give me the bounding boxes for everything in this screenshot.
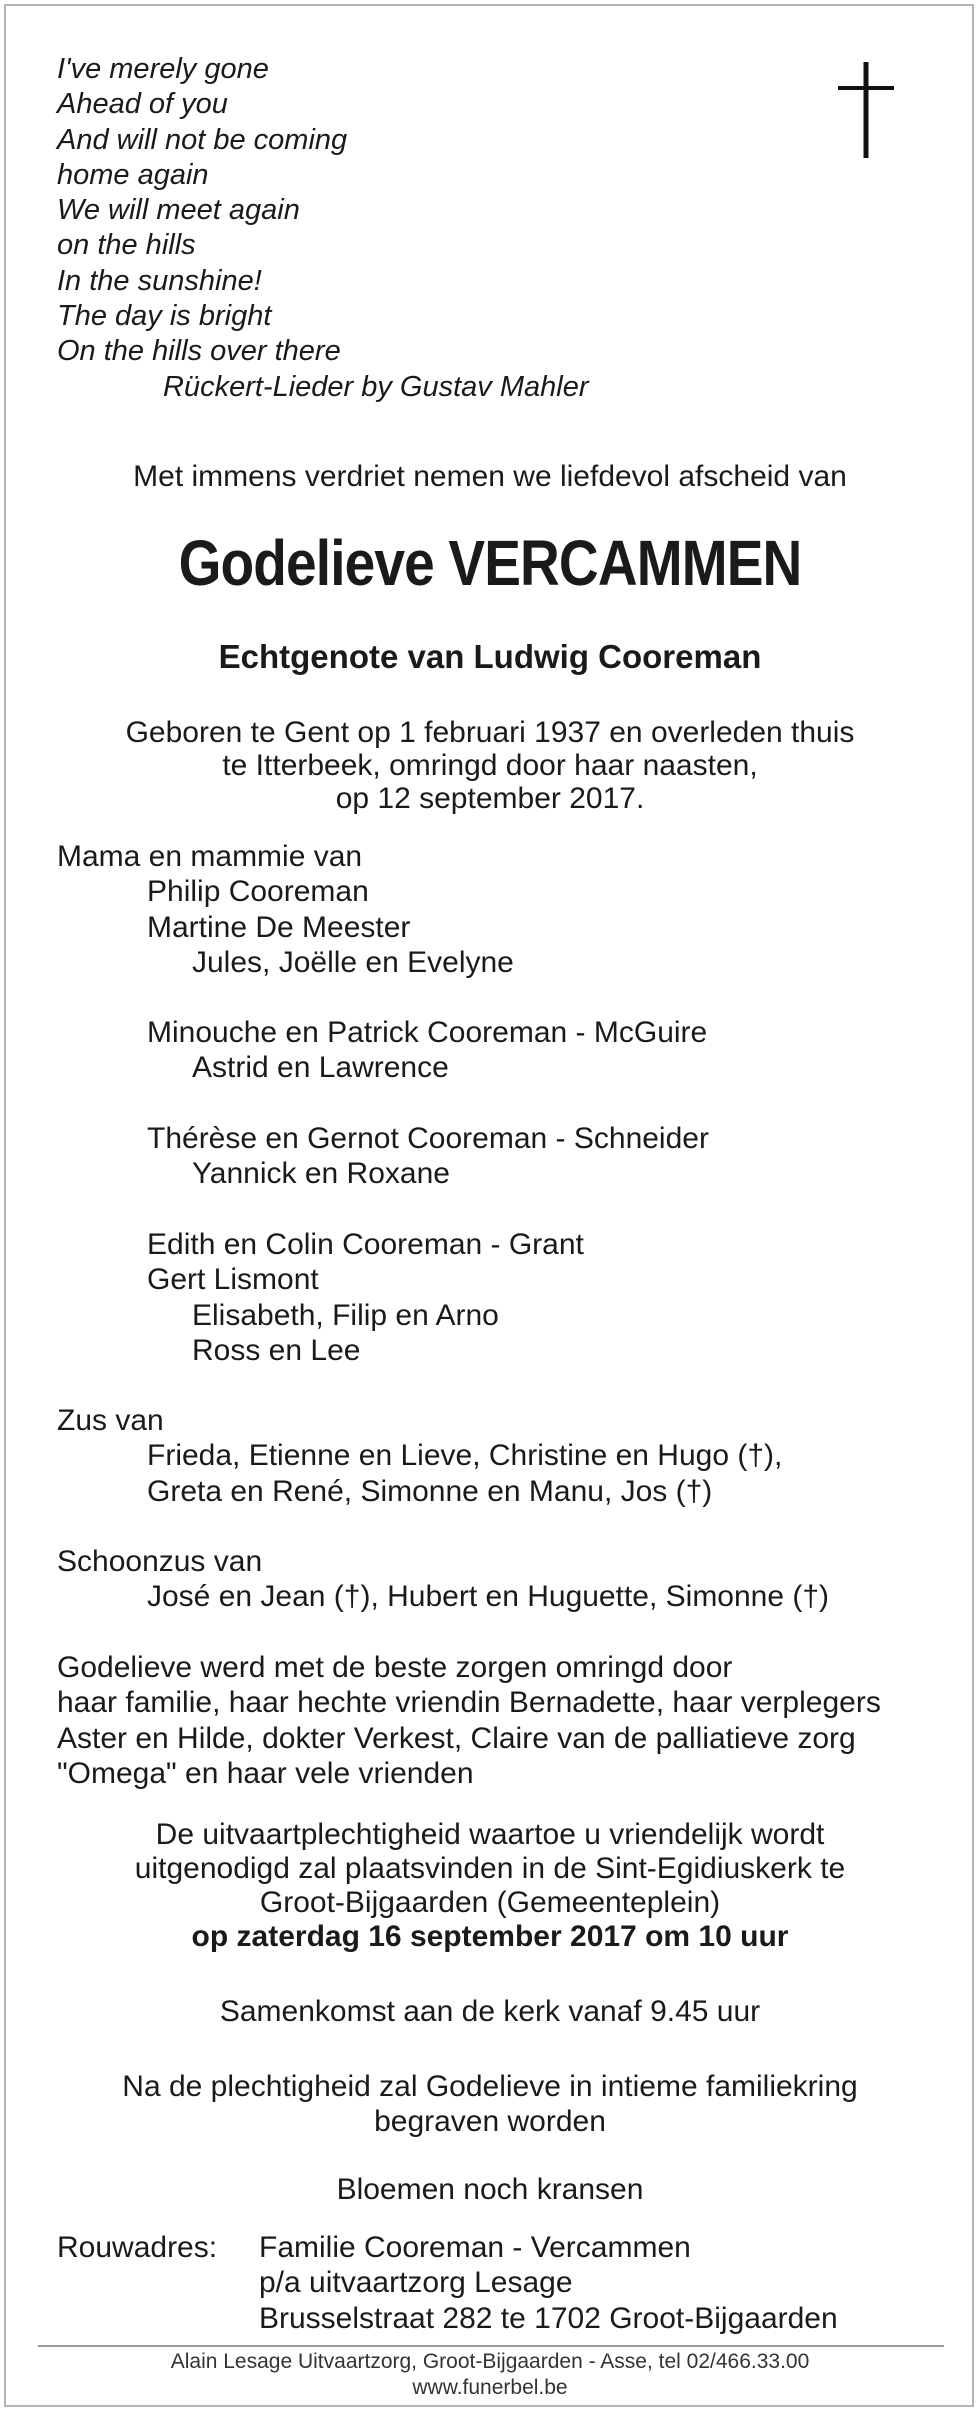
grandchildren: Elisabeth, Filip en Arno xyxy=(192,1298,499,1332)
ceremony-line: Groot-Bijgaarden (Gemeenteplein) xyxy=(259,1886,721,1919)
grandchildren: Yannick en Roxane xyxy=(192,1157,450,1191)
footer-website[interactable]: www.funerbel.be xyxy=(412,2376,568,2399)
family-group xyxy=(57,1015,707,1086)
family-member: Frieda, Etienne en Lieve, Christine en Hugo (†), xyxy=(147,1439,783,1473)
deceased-name: Godelieve VERCAMMEN xyxy=(178,527,802,599)
family-member: Thérèse en Gernot Cooreman - Schneider xyxy=(147,1122,709,1155)
poem-line: Ahead of you xyxy=(57,88,228,121)
burial-line: begraven worden xyxy=(374,2105,606,2138)
family-member: José en Jean (†), Hubert en Huguette, Simonne (†) xyxy=(147,1580,830,1614)
birth-line: op 12 september 2017. xyxy=(335,782,645,815)
poem-line: on the hills xyxy=(57,229,196,262)
poem-line: I've merely gone xyxy=(57,53,269,85)
ceremony-line: De uitvaartplechtigheid waartoe u vriendelijk wordt xyxy=(155,1818,825,1851)
poem-line: And will not be coming xyxy=(57,123,348,156)
family-member: Minouche en Patrick Cooreman - McGuire xyxy=(147,1016,708,1049)
poem-attribution: Rückert-Lieder by Gustav Mahler xyxy=(163,370,589,403)
burial-info xyxy=(0,2069,980,2139)
family-group xyxy=(57,1227,584,1368)
family-heading: Zus van xyxy=(57,1404,164,1437)
gathering-info: Samenkomst aan de kerk vanaf 9.45 uur xyxy=(219,1995,761,2028)
birth-line: te Itterbeek, omringd door haar naasten, xyxy=(222,749,758,782)
poem-line: The day is bright xyxy=(57,300,272,333)
family-member: Greta en René, Simonne en Manu, Jos (†) xyxy=(147,1474,713,1508)
grandchildren: Jules, Joëlle en Evelyne xyxy=(192,945,514,979)
family-group xyxy=(57,1121,709,1192)
poem xyxy=(57,52,589,405)
flowers-note: Bloemen noch kransen xyxy=(336,2173,644,2206)
grandchildren: Astrid en Lawrence xyxy=(192,1051,449,1085)
birth-info xyxy=(0,716,980,815)
ceremony-info xyxy=(0,1818,980,1954)
ceremony-date: op zaterdag 16 september 2017 om 10 uur xyxy=(191,1920,789,1953)
address-line: Familie Cooreman - Vercammen xyxy=(259,2231,691,2264)
burial-line: Na de plechtigheid zal Godelieve in intieme familiekring xyxy=(122,2070,858,2103)
intro-text: Met immens verdriet nemen we liefdevol afscheid van xyxy=(133,460,847,493)
family-member: Gert Lismont xyxy=(147,1263,319,1297)
footer-divider xyxy=(38,2345,944,2347)
address-label: Rouwadres: xyxy=(57,2231,218,2264)
spouse-line: Echtgenote van Ludwig Cooreman xyxy=(218,638,762,675)
family-sisters xyxy=(57,1403,782,1509)
family-mama xyxy=(57,839,514,980)
ceremony-line: uitgenodigd zal plaatsvinden in de Sint-Egidiuskerk te xyxy=(134,1852,846,1885)
care-line: Godelieve werd met de beste zorgen omringd door xyxy=(57,1651,733,1684)
birth-line: Geboren te Gent op 1 februari 1937 en overleden thuis xyxy=(125,716,855,749)
address-line: p/a uitvaartzorg Lesage xyxy=(259,2266,573,2300)
family-sisters-in-law xyxy=(57,1544,829,1615)
footer-company: Alain Lesage Uitvaartzorg, Groot-Bijgaarden - Asse, tel 02/466.33.00 xyxy=(170,2350,810,2373)
poem-line: In the sunshine! xyxy=(57,264,262,297)
family-member: Martine De Meester xyxy=(147,910,411,944)
family-member: Edith en Colin Cooreman - Grant xyxy=(147,1228,584,1261)
grandchildren: Ross en Lee xyxy=(192,1333,361,1367)
poem-line: We will meet again xyxy=(57,194,300,227)
poem-line: home again xyxy=(57,158,209,191)
care-line: "Omega" en haar vele vrienden xyxy=(57,1756,474,1790)
care-paragraph xyxy=(57,1650,881,1791)
cross-icon xyxy=(838,62,894,158)
family-member: Philip Cooreman xyxy=(147,875,369,909)
family-heading: Schoonzus van xyxy=(57,1545,263,1578)
address-line: Brusselstraat 282 te 1702 Groot-Bijgaarden xyxy=(259,2301,838,2335)
care-line: Aster en Hilde, dokter Verkest, Claire van de palliatieve zorg xyxy=(57,1721,856,1755)
address-lines xyxy=(259,2230,838,2336)
care-line: haar familie, haar hechte vriendin Bernadette, haar verplegers xyxy=(57,1686,881,1720)
family-heading: Mama en mammie van xyxy=(57,840,363,873)
poem-line: On the hills over there xyxy=(57,335,341,368)
